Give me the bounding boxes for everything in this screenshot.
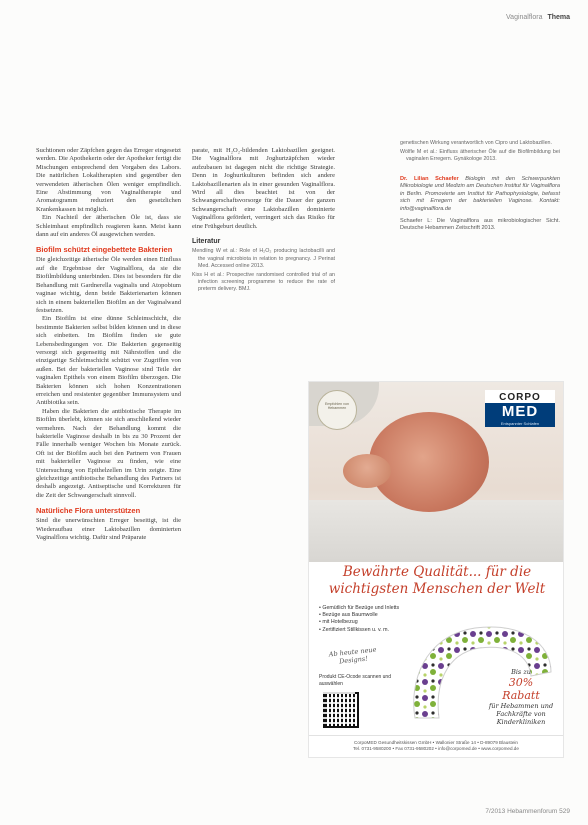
baby-hand-shape [343,454,391,488]
logo-sub: Entspannter Schlafen [485,421,555,427]
advertisement [308,381,564,758]
literature-list [400,140,560,164]
qr-code-overlay [323,692,355,724]
paragraph: Haben die Bakterien die antibiotische Therapie im Biofilm überlebt, können sie sich anschließend wieder vermehren. Nach der Behandlung kommt die bakterielle Vaginose deshalb in bis zu 30 Prozent der Fälle innerhalb weniger Wochen bis Monate zurück. Oft ist der Biofilm auch bei den Partnern von Frauen mit bakterieller Vaginose zu finden, wie eine Untersuchung von Epithelzellen im Urin zeigte. Eine gleichzeitige antibiotische Behandlung des Partners ist deshalb angezeigt. Antiseptische und Korrekturen für die Zeit der Schwangerschaft sinnvoll. [36,407,181,499]
text-column-3 [400,140,560,233]
ad-bullet: • mit Hotelbezug [319,619,439,626]
page-number: 529 [559,808,570,815]
discount-callout [485,668,557,726]
section-heading: Biofilm schützt eingebettete Bakterien [36,245,173,255]
literature-list [192,248,335,293]
literature-item: genetischen Wirkung verantwortlich von Cipro und Laktobazillen. [400,140,552,146]
paragraph: Suchtionen oder Zäpfchen gegen das Erreger eingesetzt werden. Die Apothekerin oder der Apotheker fertigt die Mischungen entsprechend den Vorgaben des Labors. Die natürlichen Lokaltherapien sind gegenüber den verwendeten ätherischen Ölen weniger empfindlich. Eine Abstimmung von Vaginaltherapie und Aromatogramm reduziert den gesetzlichen Krankenkassen ist möglich. [36,147,181,213]
quality-seal: Empfohlen von Hebammen [317,390,357,430]
text-column-2 [192,147,335,296]
baby-photo [309,382,563,560]
paragraph: Ein Nachteil der ätherischen Öle ist, dass sie Schleimhaut empfindlich reagieren kann. Meist kann dann auf ein anderes Öl ausgewichen werden. [36,214,181,239]
header-section: Vaginalflora [506,14,543,21]
header-topic: Thema [547,14,570,21]
ad-bullet: • Bezüge aus Baumwolle [319,612,439,619]
discount-percent: 30% [508,676,534,689]
text-column-1 [36,147,181,542]
author-name: Dr. Lilian Schaefer [400,175,459,182]
section-heading: Natürliche Flora unterstützen [36,506,141,516]
paragraph: Die gleichzeitige ätherische Öle werden einen Einfluss auf die Ergebnisse der Vaginalflora, da sie die Biofilmbildung unterbinden. Dies ist besonders für die Behandlung mit Gardnerella vaginalis und Atopobium vaginae wichtig, denn beide Bakterienarten können sich in einem bakteriellen Biofilm an der Vaginalwand festsetzen. [36,256,181,314]
logo-top: CORPO [485,390,555,403]
literature-item: Kiss H et al.: Prospective randomised controlled trial of an infection screening programme to reduce the rate of preterm delivery. BMJ. [192,272,335,293]
ad-headline-line: Bewährte Qualität... für die [342,564,532,580]
qr-caption: Produkt CE-Ocode scannen und auswählen [319,674,391,687]
paragraph: parate, mit H₂O₂-bildenden Laktobazillen geeignet. Die Vaginalflora mit Joghurtzäpfchen wieder aufzubauen ist dagegen nicht die richtige Strategie. Denn in Joghurtkulturen befinden sich andere Laktobazillenarten als in einer gesunden Vaginalflora. Wird all dies beachtet ist von der Schwangerschaftsvorsorge für die Dauer der ganzen Schwangerschaft eine Laktobazillen dominierte Vaginalflora gefördert, verringert sich das Risiko für eine Frühgeburt deutlich. [192,147,335,230]
ad-contact-line: CorpoMED Gesundheitskissen GmbH • Wallonier Straße 14 • D-89079 Blaustein [354,740,518,745]
page-header [506,14,570,21]
discount-label: Rabatt [502,689,540,702]
author-box [400,176,560,233]
ad-headline-line: wichtigsten Menschen der Welt [328,581,546,597]
ad-contact-footer [309,735,563,757]
discount-pre: Bis zu [511,668,531,676]
literature-item: Wölfle M et al.: Einfluss ätherischer Öle auf die Biofilmbildung bei vaginalen Erregern. Gynäkologe 2013. [400,149,560,163]
literature-item: Mendling W et al.: Role of H₂O₂ producing lactobacilli and the vaginal microbiota in relation to pregnancy. J Perinat Med. Accessed online 2013. [192,248,335,269]
corpomed-logo [485,390,555,430]
paragraph: Ein Biofilm ist eine dünne Schleimschicht, die bestimmte Bakterien selbst bilden können und in diese sich einbetten. Im Biofilm finden sie gute Lebensbedingungen vor. Die Bakterien gegenseitig versorgt sich gegenseitig mit Nährstoffen und die einzigartige Schleimschicht schützt vor Zugriffen von außen. Bei der bakteriellen Vaginose sind Teile der vaginalen Epithels von einem Biofilm überzogen. Die Bakterien können sich hohen Konzentrationen erreichen und resistenter gegenüber Immunsystem und Antibiotika sein. [36,315,181,407]
ad-headline [317,564,557,598]
new-designs-sticker: Ab heute neue Designs! [328,645,377,666]
paragraph: Sind die unerwünschten Erreger beseitigt, ist die Wiederaufbau einer Laktobazillen dominierten Vaginalflora wichtig. Dafür sind Präparate [36,517,181,542]
logo-main: MED [485,403,555,421]
magazine-name: Hebammenforum [507,808,558,815]
ad-bullet: • Gemütlich für Bezüge und Inletts [319,605,439,612]
page-footer [485,808,570,815]
issue-number: 7/2013 [485,808,506,815]
author-bio: Biologin mit den Schwerpunkten Mikrobiologie und Medizin am Deutschen Institut für Vaginalflora in Berlin. Promovierte am Institut für Pathophysiologie, befasst sich mit Erregern der bakteriellen Vaginose. Kontakt: info@vaginalflora.de [400,175,560,212]
literature-heading: Literatur [192,238,221,246]
author-reference: Schaefer L: Die Vaginalflora aus mikrobiologischer Sicht. Deutsche Hebammen Zeitschrift 2013. [400,217,560,232]
ad-contact-line: Tel. 0731-9580200 • Fax 0731-9580202 • info@corpomed.de • www.corpomed.de [353,746,519,751]
discount-post: für Hebammen und Fachkräfte von Kinderkliniken [488,702,554,726]
ad-bullet: • Zertifiziert Stillkissen u. v. m. [319,627,439,634]
